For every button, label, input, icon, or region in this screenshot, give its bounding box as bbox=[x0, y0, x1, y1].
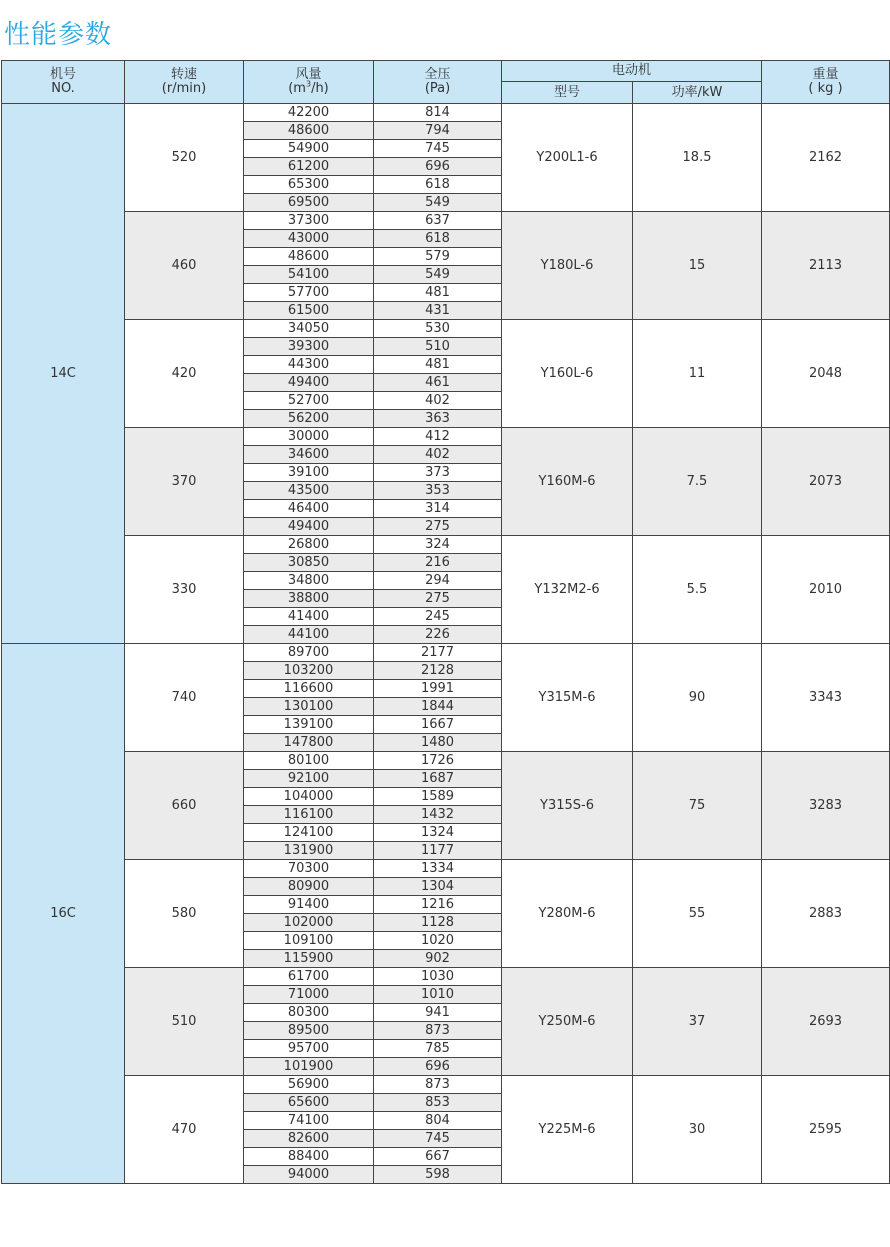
speed-cell: 370 bbox=[125, 428, 244, 536]
pressure-cell: 785 bbox=[374, 1040, 502, 1058]
motor-power-cell: 18.5 bbox=[633, 104, 762, 212]
flow-cell: 65600 bbox=[244, 1094, 374, 1112]
flow-cell: 26800 bbox=[244, 536, 374, 554]
header-model-label: 机号 bbox=[49, 67, 76, 82]
header-pressure-label: 全压 bbox=[424, 67, 451, 82]
motor-type-cell: Y160M-6 bbox=[502, 428, 633, 536]
speed-cell: 330 bbox=[125, 536, 244, 644]
header-flow-label: 风量 bbox=[295, 67, 322, 82]
motor-power-cell: 5.5 bbox=[633, 536, 762, 644]
header-speed-unit: (r/min) bbox=[161, 81, 207, 96]
speed-cell: 520 bbox=[125, 104, 244, 212]
weight-cell: 2595 bbox=[762, 1076, 890, 1184]
flow-cell: 34800 bbox=[244, 572, 374, 590]
pressure-cell: 745 bbox=[374, 1130, 502, 1148]
flow-cell: 34600 bbox=[244, 446, 374, 464]
flow-cell: 101900 bbox=[244, 1058, 374, 1076]
flow-cell: 43500 bbox=[244, 482, 374, 500]
flow-cell: 124100 bbox=[244, 824, 374, 842]
motor-type-cell: Y250M-6 bbox=[502, 968, 633, 1076]
flow-cell: 102000 bbox=[244, 914, 374, 932]
header-flow-unit-post: /h) bbox=[311, 81, 329, 96]
pressure-cell: 324 bbox=[374, 536, 502, 554]
flow-cell: 38800 bbox=[244, 590, 374, 608]
flow-cell: 57700 bbox=[244, 284, 374, 302]
pressure-cell: 314 bbox=[374, 500, 502, 518]
pressure-cell: 696 bbox=[374, 1058, 502, 1076]
pressure-cell: 275 bbox=[374, 590, 502, 608]
weight-cell: 2113 bbox=[762, 212, 890, 320]
weight-cell: 2073 bbox=[762, 428, 890, 536]
header-flow bbox=[244, 61, 374, 104]
motor-power-cell: 11 bbox=[633, 320, 762, 428]
table-body bbox=[2, 104, 890, 1184]
weight-cell: 2883 bbox=[762, 860, 890, 968]
header-flow-unit-sup: 3 bbox=[305, 79, 312, 89]
table-row bbox=[2, 536, 890, 554]
pressure-cell: 1589 bbox=[374, 788, 502, 806]
pressure-cell: 667 bbox=[374, 1148, 502, 1166]
speed-cell: 510 bbox=[125, 968, 244, 1076]
flow-cell: 39300 bbox=[244, 338, 374, 356]
speed-cell: 580 bbox=[125, 860, 244, 968]
speed-cell: 420 bbox=[125, 320, 244, 428]
pressure-cell: 1020 bbox=[374, 932, 502, 950]
pressure-cell: 794 bbox=[374, 122, 502, 140]
motor-type-cell: Y200L1-6 bbox=[502, 104, 633, 212]
pressure-cell: 804 bbox=[374, 1112, 502, 1130]
motor-power-cell: 37 bbox=[633, 968, 762, 1076]
flow-cell: 109100 bbox=[244, 932, 374, 950]
flow-cell: 49400 bbox=[244, 518, 374, 536]
flow-cell: 37300 bbox=[244, 212, 374, 230]
pressure-cell: 745 bbox=[374, 140, 502, 158]
flow-cell: 65300 bbox=[244, 176, 374, 194]
header-weight bbox=[762, 61, 890, 104]
pressure-cell: 902 bbox=[374, 950, 502, 968]
flow-cell: 82600 bbox=[244, 1130, 374, 1148]
table-header bbox=[2, 61, 890, 104]
flow-cell: 91400 bbox=[244, 896, 374, 914]
pressure-cell: 1480 bbox=[374, 734, 502, 752]
pressure-cell: 549 bbox=[374, 194, 502, 212]
pressure-cell: 481 bbox=[374, 284, 502, 302]
speed-cell: 740 bbox=[125, 644, 244, 752]
table-row bbox=[2, 1076, 890, 1094]
flow-cell: 54100 bbox=[244, 266, 374, 284]
table-row bbox=[2, 968, 890, 986]
header-flow-unit bbox=[244, 79, 373, 96]
motor-power-cell: 90 bbox=[633, 644, 762, 752]
flow-cell: 92100 bbox=[244, 770, 374, 788]
header-motor: 电动机 bbox=[502, 61, 762, 82]
table-row bbox=[2, 320, 890, 338]
pressure-cell: 216 bbox=[374, 554, 502, 572]
pressure-cell: 1177 bbox=[374, 842, 502, 860]
pressure-cell: 530 bbox=[374, 320, 502, 338]
header-model-en: NO. bbox=[51, 81, 75, 96]
speed-cell: 460 bbox=[125, 212, 244, 320]
pressure-cell: 275 bbox=[374, 518, 502, 536]
header-weight-unit: ( kg ) bbox=[808, 81, 843, 96]
header-pressure bbox=[374, 61, 502, 104]
pressure-cell: 696 bbox=[374, 158, 502, 176]
flow-cell: 74100 bbox=[244, 1112, 374, 1130]
pressure-cell: 2128 bbox=[374, 662, 502, 680]
table-row bbox=[2, 860, 890, 878]
header-motor-power: 功率/kW bbox=[633, 82, 762, 104]
flow-cell: 61500 bbox=[244, 302, 374, 320]
flow-cell: 131900 bbox=[244, 842, 374, 860]
pressure-cell: 1334 bbox=[374, 860, 502, 878]
table-row bbox=[2, 752, 890, 770]
pressure-cell: 549 bbox=[374, 266, 502, 284]
flow-cell: 80300 bbox=[244, 1004, 374, 1022]
flow-cell: 48600 bbox=[244, 122, 374, 140]
flow-cell: 46400 bbox=[244, 500, 374, 518]
pressure-cell: 363 bbox=[374, 410, 502, 428]
flow-cell: 42200 bbox=[244, 104, 374, 122]
motor-power-cell: 75 bbox=[633, 752, 762, 860]
pressure-cell: 1726 bbox=[374, 752, 502, 770]
flow-cell: 34050 bbox=[244, 320, 374, 338]
flow-cell: 39100 bbox=[244, 464, 374, 482]
flow-cell: 88400 bbox=[244, 1148, 374, 1166]
pressure-cell: 510 bbox=[374, 338, 502, 356]
flow-cell: 43000 bbox=[244, 230, 374, 248]
pressure-cell: 941 bbox=[374, 1004, 502, 1022]
flow-cell: 80100 bbox=[244, 752, 374, 770]
flow-cell: 95700 bbox=[244, 1040, 374, 1058]
weight-cell: 3283 bbox=[762, 752, 890, 860]
speed-cell: 470 bbox=[125, 1076, 244, 1184]
pressure-cell: 1128 bbox=[374, 914, 502, 932]
header-speed-label: 转速 bbox=[170, 67, 197, 82]
pressure-cell: 618 bbox=[374, 176, 502, 194]
pressure-cell: 1010 bbox=[374, 986, 502, 1004]
flow-cell: 52700 bbox=[244, 392, 374, 410]
table-row bbox=[2, 428, 890, 446]
flow-cell: 89500 bbox=[244, 1022, 374, 1040]
flow-cell: 61700 bbox=[244, 968, 374, 986]
pressure-cell: 431 bbox=[374, 302, 502, 320]
pressure-cell: 294 bbox=[374, 572, 502, 590]
flow-cell: 139100 bbox=[244, 716, 374, 734]
flow-cell: 116100 bbox=[244, 806, 374, 824]
weight-cell: 2048 bbox=[762, 320, 890, 428]
weight-cell: 3343 bbox=[762, 644, 890, 752]
weight-cell: 2693 bbox=[762, 968, 890, 1076]
flow-cell: 30850 bbox=[244, 554, 374, 572]
flow-cell: 71000 bbox=[244, 986, 374, 1004]
header-pressure-unit: (Pa) bbox=[424, 81, 451, 96]
motor-power-cell: 15 bbox=[633, 212, 762, 320]
weight-cell: 2010 bbox=[762, 536, 890, 644]
motor-type-cell: Y180L-6 bbox=[502, 212, 633, 320]
flow-cell: 44100 bbox=[244, 626, 374, 644]
flow-cell: 48600 bbox=[244, 248, 374, 266]
pressure-cell: 373 bbox=[374, 464, 502, 482]
pressure-cell: 1991 bbox=[374, 680, 502, 698]
flow-cell: 41400 bbox=[244, 608, 374, 626]
pressure-cell: 1216 bbox=[374, 896, 502, 914]
flow-cell: 54900 bbox=[244, 140, 374, 158]
motor-power-cell: 7.5 bbox=[633, 428, 762, 536]
motor-power-cell: 30 bbox=[633, 1076, 762, 1184]
pressure-cell: 853 bbox=[374, 1094, 502, 1112]
pressure-cell: 481 bbox=[374, 356, 502, 374]
pressure-cell: 873 bbox=[374, 1022, 502, 1040]
flow-cell: 70300 bbox=[244, 860, 374, 878]
flow-cell: 56200 bbox=[244, 410, 374, 428]
pressure-cell: 353 bbox=[374, 482, 502, 500]
pressure-cell: 1304 bbox=[374, 878, 502, 896]
model-number-cell: 16C bbox=[2, 644, 125, 1184]
pressure-cell: 1030 bbox=[374, 968, 502, 986]
table-row bbox=[2, 104, 890, 122]
flow-cell: 49400 bbox=[244, 374, 374, 392]
motor-type-cell: Y132M2-6 bbox=[502, 536, 633, 644]
pressure-cell: 1844 bbox=[374, 698, 502, 716]
pressure-cell: 618 bbox=[374, 230, 502, 248]
flow-cell: 30000 bbox=[244, 428, 374, 446]
pressure-cell: 1667 bbox=[374, 716, 502, 734]
pressure-cell: 461 bbox=[374, 374, 502, 392]
table-row bbox=[2, 644, 890, 662]
header-model bbox=[2, 61, 125, 104]
pressure-cell: 2177 bbox=[374, 644, 502, 662]
pressure-cell: 1687 bbox=[374, 770, 502, 788]
pressure-cell: 245 bbox=[374, 608, 502, 626]
flow-cell: 89700 bbox=[244, 644, 374, 662]
pressure-cell: 412 bbox=[374, 428, 502, 446]
motor-type-cell: Y315M-6 bbox=[502, 644, 633, 752]
speed-cell: 660 bbox=[125, 752, 244, 860]
header-flow-unit-pre: (m bbox=[288, 81, 306, 96]
header-motor-type: 型号 bbox=[502, 82, 633, 104]
flow-cell: 103200 bbox=[244, 662, 374, 680]
motor-type-cell: Y280M-6 bbox=[502, 860, 633, 968]
pressure-cell: 402 bbox=[374, 392, 502, 410]
pressure-cell: 814 bbox=[374, 104, 502, 122]
pressure-cell: 1324 bbox=[374, 824, 502, 842]
motor-type-cell: Y315S-6 bbox=[502, 752, 633, 860]
pressure-cell: 1432 bbox=[374, 806, 502, 824]
flow-cell: 104000 bbox=[244, 788, 374, 806]
pressure-cell: 637 bbox=[374, 212, 502, 230]
model-number-cell: 14C bbox=[2, 104, 125, 644]
motor-type-cell: Y160L-6 bbox=[502, 320, 633, 428]
flow-cell: 116600 bbox=[244, 680, 374, 698]
table-row bbox=[2, 212, 890, 230]
performance-table bbox=[1, 60, 890, 1184]
motor-power-cell: 55 bbox=[633, 860, 762, 968]
flow-cell: 80900 bbox=[244, 878, 374, 896]
header-speed bbox=[125, 61, 244, 104]
flow-cell: 44300 bbox=[244, 356, 374, 374]
flow-cell: 69500 bbox=[244, 194, 374, 212]
header-weight-label: 重量 bbox=[812, 67, 839, 82]
flow-cell: 147800 bbox=[244, 734, 374, 752]
pressure-cell: 402 bbox=[374, 446, 502, 464]
flow-cell: 115900 bbox=[244, 950, 374, 968]
weight-cell: 2162 bbox=[762, 104, 890, 212]
pressure-cell: 579 bbox=[374, 248, 502, 266]
pressure-cell: 226 bbox=[374, 626, 502, 644]
flow-cell: 130100 bbox=[244, 698, 374, 716]
pressure-cell: 598 bbox=[374, 1166, 502, 1184]
motor-type-cell: Y225M-6 bbox=[502, 1076, 633, 1184]
flow-cell: 94000 bbox=[244, 1166, 374, 1184]
page-title: 性能参数 bbox=[4, 20, 113, 50]
pressure-cell: 873 bbox=[374, 1076, 502, 1094]
flow-cell: 61200 bbox=[244, 158, 374, 176]
flow-cell: 56900 bbox=[244, 1076, 374, 1094]
